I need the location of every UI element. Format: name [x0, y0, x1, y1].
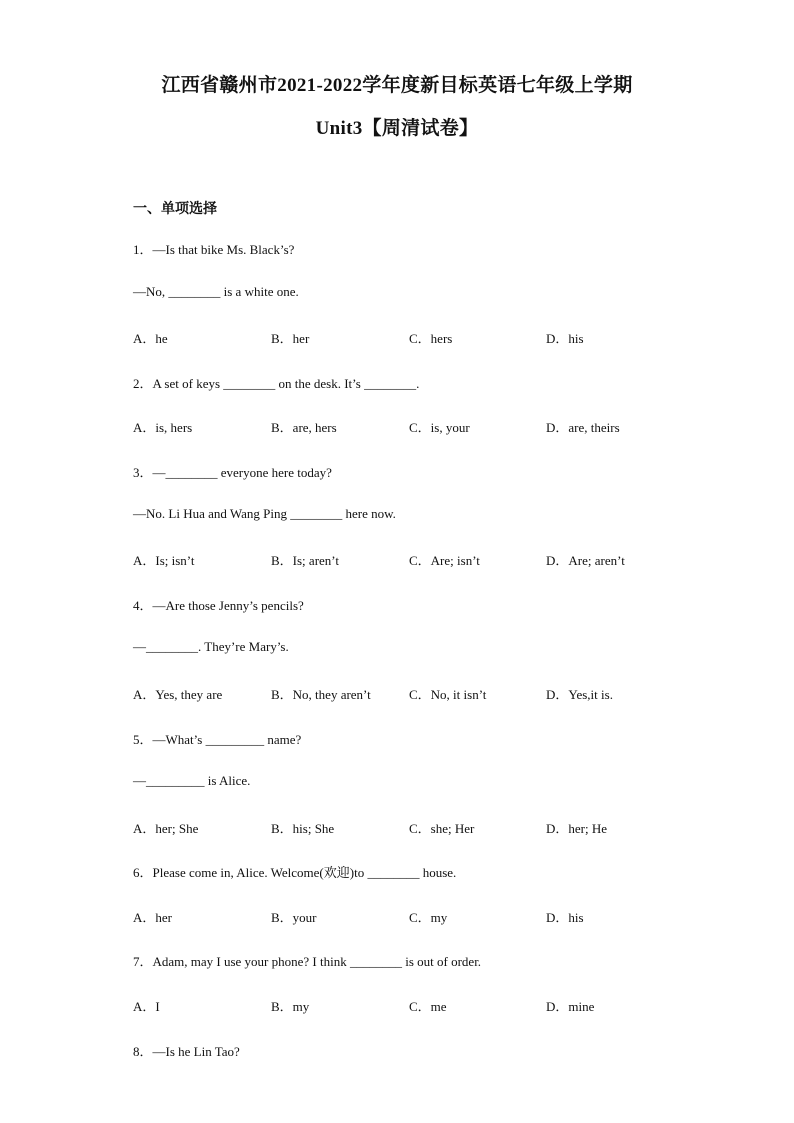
option-c[interactable]: C．Are; isn’t — [409, 553, 480, 568]
option-b[interactable]: B．your — [271, 910, 317, 925]
option-d[interactable]: D．his — [546, 331, 584, 346]
question-1-stem: 1．—Is that bike Ms. Black’s? — [133, 242, 295, 257]
option-a[interactable]: A．Yes, they are — [133, 687, 223, 702]
option-d[interactable]: D．Yes,it is. — [546, 687, 613, 702]
question-4-response: —________. They’re Mary’s. — [133, 639, 289, 654]
option-d[interactable]: D．Are; aren’t — [546, 553, 625, 568]
question-7-stem: 7．Adam, may I use your phone? I think ________ is out of order. — [133, 954, 482, 969]
option-c[interactable]: C．No, it isn’t — [409, 687, 487, 702]
option-b[interactable]: B．Is; aren’t — [271, 553, 339, 568]
option-a[interactable]: A．her — [133, 910, 172, 925]
question-3-response: —No. Li Hua and Wang Ping ________ here now. — [133, 506, 396, 521]
option-d[interactable]: D．his — [546, 910, 584, 925]
option-c[interactable]: C．hers — [409, 331, 453, 346]
option-d[interactable]: D．her; He — [546, 821, 608, 836]
question-5-stem: 5．—What’s _________ name? — [133, 732, 302, 747]
option-c[interactable]: C．me — [409, 999, 447, 1014]
option-a[interactable]: A．is, hers — [133, 420, 193, 435]
question-6-stem: 6．Please come in, Alice. Welcome(欢迎)to ________ house. — [133, 865, 457, 880]
option-b[interactable]: B．my — [271, 999, 310, 1014]
option-c[interactable]: C．my — [409, 910, 448, 925]
option-a[interactable]: A．her; She — [133, 821, 199, 836]
option-b[interactable]: B．No, they aren’t — [271, 687, 371, 702]
question-4-stem: 4．—Are those Jenny’s pencils? — [133, 598, 304, 613]
option-b[interactable]: B．her — [271, 331, 310, 346]
document-subtitle: Unit3【周清试卷】 — [315, 118, 479, 139]
option-c[interactable]: C．she; Her — [409, 821, 475, 836]
option-b[interactable]: B．his; She — [271, 821, 335, 836]
option-a[interactable]: A．Is; isn’t — [133, 553, 195, 568]
question-3-stem: 3．—________ everyone here today? — [133, 465, 332, 480]
option-c[interactable]: C．is, your — [409, 420, 470, 435]
option-a[interactable]: A．I — [133, 999, 160, 1014]
question-2-stem: 2．A set of keys ________ on the desk. It’s ________. — [133, 376, 420, 391]
option-d[interactable]: D．mine — [546, 999, 595, 1014]
question-8-stem: 8．—Is he Lin Tao? — [133, 1044, 240, 1059]
question-5-response: —_________ is Alice. — [133, 773, 251, 788]
section-heading: 一、单项选择 — [133, 202, 217, 217]
option-d[interactable]: D．are, theirs — [546, 420, 620, 435]
option-a[interactable]: A．he — [133, 331, 168, 346]
option-b[interactable]: B．are, hers — [271, 420, 337, 435]
question-1-response: —No, ________ is a white one. — [133, 284, 299, 299]
document-title: 江西省赣州市2021-2022学年度新目标英语七年级上学期 — [161, 75, 633, 96]
